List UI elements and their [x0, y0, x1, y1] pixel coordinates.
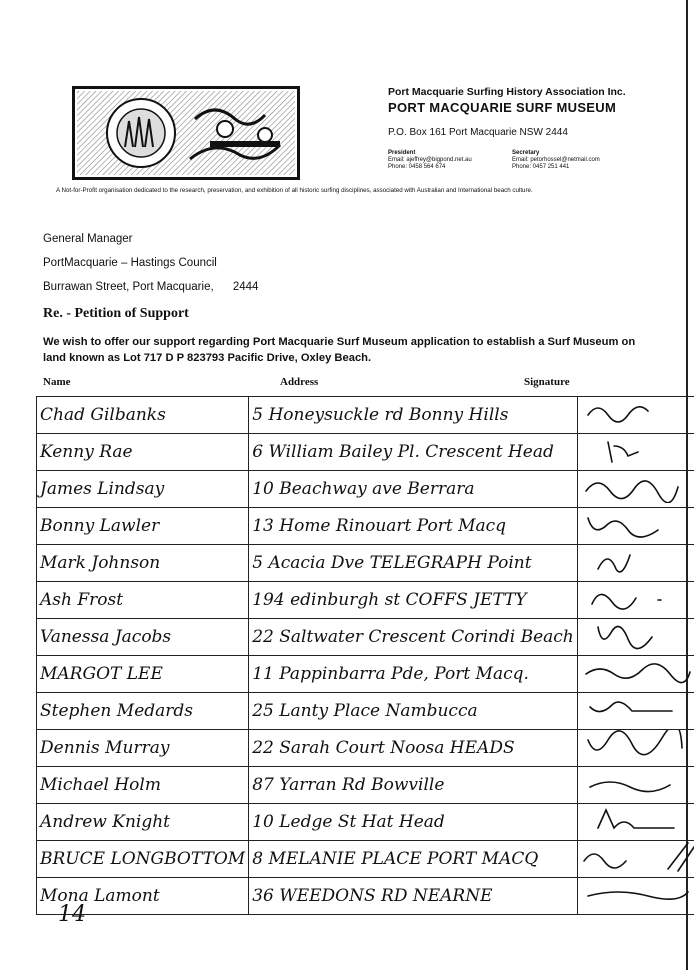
- signer-name: Kenny Rae: [37, 434, 249, 471]
- president-phone: Phone: 0458 564 674: [388, 164, 446, 170]
- tagline: A Not-for-Profit organisation dedicated to the research, preservation, and exhibition of all historic surfing disciplines, associated with Australian and International beach culture.: [56, 187, 533, 194]
- signature-cell: [577, 878, 694, 915]
- signer-address: 5 Acacia Dve TELEGRAPH Point: [249, 545, 578, 582]
- signer-address: 11 Pappinbarra Pde, Port Macq.: [249, 656, 578, 693]
- secretary-role: Secretary: [512, 150, 540, 156]
- signature-cell: [577, 471, 694, 508]
- table-row: [37, 841, 694, 878]
- signature-cell: [577, 841, 694, 878]
- president-contact: [388, 150, 472, 171]
- signature-cell: [577, 656, 694, 693]
- table-row: [37, 397, 694, 434]
- signer-address: 25 Lanty Place Nambucca: [249, 693, 578, 730]
- table-row: [37, 434, 694, 471]
- secretary-phone: Phone: 0457 251 441: [512, 164, 570, 170]
- signer-address: 13 Home Rinouart Port Macq: [249, 508, 578, 545]
- handwritten-signature: [578, 619, 694, 651]
- signer-name: BRUCE LONGBOTTOM: [37, 841, 249, 878]
- signer-name: Stephen Medards: [37, 693, 249, 730]
- signer-name: Bonny Lawler: [37, 508, 249, 545]
- signature-cell: [577, 434, 694, 471]
- handwritten-signature: [578, 582, 694, 614]
- signer-name: Michael Holm: [37, 767, 249, 804]
- signer-name: Vanessa Jacobs: [37, 619, 249, 656]
- table-row: [37, 619, 694, 656]
- handwritten-signature: [578, 767, 694, 799]
- page-number: 14: [58, 902, 86, 927]
- signer-name: MARGOT LEE: [37, 656, 249, 693]
- signature-cell: [577, 619, 694, 656]
- recipient-line-1: General Manager: [43, 233, 133, 245]
- recipient-line-2: PortMacquarie – Hastings Council: [43, 257, 217, 269]
- table-row: [37, 804, 694, 841]
- signature-cell: [577, 767, 694, 804]
- signer-address: 22 Sarah Court Noosa HEADS: [249, 730, 578, 767]
- signature-cell: [577, 508, 694, 545]
- signature-cell: [577, 582, 694, 619]
- table-row: [37, 471, 694, 508]
- signature-table: [36, 396, 694, 915]
- handwritten-signature: [578, 545, 694, 577]
- signer-address: 10 Beachway ave Berrara: [249, 471, 578, 508]
- table-row: [37, 767, 694, 804]
- president-role: President: [388, 150, 416, 156]
- signature-cell: [577, 693, 694, 730]
- column-header-signature: Signature: [524, 376, 570, 388]
- signer-name: Andrew Knight: [37, 804, 249, 841]
- signature-cell: [577, 397, 694, 434]
- president-email: Email: ajeffrey@bigpond.net.au: [388, 157, 472, 163]
- table-row: [37, 656, 694, 693]
- signer-address: 6 William Bailey Pl. Crescent Head: [249, 434, 578, 471]
- handwritten-signature: [578, 693, 694, 725]
- handwritten-signature: [578, 878, 694, 910]
- table-row: [37, 878, 694, 915]
- signature-cell: [577, 804, 694, 841]
- table-row: [37, 545, 694, 582]
- table-row: [37, 508, 694, 545]
- table-row: [37, 693, 694, 730]
- museum-logo: [72, 86, 300, 180]
- column-header-name: Name: [43, 376, 71, 388]
- handwritten-signature: [578, 656, 694, 688]
- signer-name: James Lindsay: [37, 471, 249, 508]
- signer-name: Chad Gilbanks: [37, 397, 249, 434]
- handwritten-signature: [578, 397, 694, 429]
- handwritten-signature: [578, 508, 694, 540]
- signature-cell: [577, 545, 694, 582]
- intro-paragraph: We wish to offer our support regarding Port Macquarie Surf Museum application to establish a Surf Museum on land known as Lot 717 D P 823793 Pacific Drive, Oxley Beach.: [43, 336, 636, 364]
- signer-name: Mona Lamont: [37, 878, 249, 915]
- column-header-address: Address: [280, 376, 319, 388]
- signer-address: 87 Yarran Rd Bowville: [249, 767, 578, 804]
- signer-address: 8 MELANIE PLACE PORT MACQ: [249, 841, 578, 878]
- museum-name: PORT MACQUARIE SURF MUSEUM: [388, 100, 617, 115]
- handwritten-signature: [578, 434, 694, 466]
- po-box: P.O. Box 161 Port Macquarie NSW 2444: [388, 127, 568, 138]
- secretary-email: Email: petorhossel@netmail.com: [512, 157, 600, 163]
- table-row: [37, 582, 694, 619]
- recipient-line-3: Burrawan Street, Port Macquarie, 2444: [43, 281, 259, 293]
- signer-name: Ash Frost: [37, 582, 249, 619]
- association-name: Port Macquarie Surfing History Association Inc.: [388, 86, 626, 98]
- re-heading: Re. - Petition of Support: [43, 306, 189, 321]
- signer-address: 22 Saltwater Crescent Corindi Beach: [249, 619, 578, 656]
- secretary-contact: [512, 150, 600, 171]
- signer-address: 10 Ledge St Hat Head: [249, 804, 578, 841]
- signer-name: Dennis Murray: [37, 730, 249, 767]
- table-row: [37, 730, 694, 767]
- handwritten-signature: [578, 804, 694, 836]
- handwritten-signature: [578, 841, 694, 873]
- handwritten-signature: [578, 730, 694, 762]
- signature-cell: [577, 730, 694, 767]
- signer-address: 36 WEEDONS RD NEARNE: [249, 878, 578, 915]
- signer-address: 5 Honeysuckle rd Bonny Hills: [249, 397, 578, 434]
- signer-address: 194 edinburgh st COFFS JETTY: [249, 582, 578, 619]
- signer-name: Mark Johnson: [37, 545, 249, 582]
- handwritten-signature: [578, 471, 694, 503]
